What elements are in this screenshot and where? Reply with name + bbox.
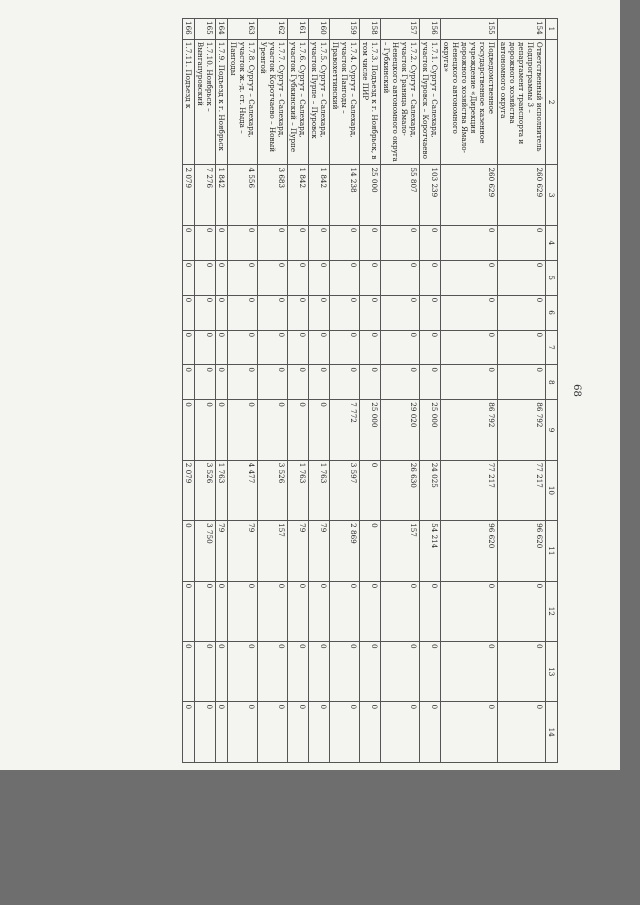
budget-table: [182, 18, 558, 763]
value-cell: 0: [330, 330, 360, 365]
value-cell: 0: [498, 642, 546, 702]
value-cell: 25 000: [360, 400, 381, 460]
value-cell: 0: [441, 581, 498, 641]
value-cell: 0: [441, 330, 498, 365]
value-cell: 0: [441, 225, 498, 260]
value-cell: 0: [183, 260, 195, 295]
value-cell: 0: [441, 260, 498, 295]
value-cell: 0: [309, 365, 330, 400]
column-header: 4: [546, 225, 558, 260]
row-number-cell: 164: [216, 19, 228, 40]
value-cell: 0: [195, 225, 216, 260]
rotated-content: [70, 18, 582, 763]
value-cell: 0: [498, 365, 546, 400]
value-cell: 0: [216, 330, 228, 365]
value-cell: 0: [258, 365, 288, 400]
value-cell: 3 526: [258, 460, 288, 520]
value-cell: 29 020: [381, 400, 420, 460]
value-cell: 260 629: [498, 165, 546, 225]
row-label-cell: 1.7.2. Сургут – Салехард, участок Граница Ямало-Ненецкого автономного округа – Губкинский: [381, 39, 420, 165]
value-cell: 3 750: [195, 521, 216, 581]
value-cell: 0: [216, 365, 228, 400]
value-cell: 0: [228, 260, 258, 295]
value-cell: 14 238: [330, 165, 360, 225]
table-row: [228, 19, 258, 763]
value-cell: 0: [330, 642, 360, 702]
value-cell: 0: [195, 365, 216, 400]
value-cell: 79: [216, 521, 228, 581]
value-cell: 0: [498, 702, 546, 763]
table-row: [195, 19, 216, 763]
value-cell: 0: [288, 260, 309, 295]
value-cell: 0: [360, 460, 381, 520]
row-number-cell: 166: [183, 19, 195, 40]
value-cell: 0: [288, 400, 309, 460]
value-cell: 0: [309, 702, 330, 763]
value-cell: 0: [360, 702, 381, 763]
value-cell: 0: [216, 702, 228, 763]
value-cell: 0: [258, 642, 288, 702]
column-header: 10: [546, 460, 558, 520]
value-cell: 25 000: [360, 165, 381, 225]
value-cell: 24 025: [420, 460, 441, 520]
value-cell: 0: [228, 295, 258, 330]
column-header: 12: [546, 581, 558, 641]
table-row: [288, 19, 309, 763]
row-number-cell: 159: [330, 19, 360, 40]
value-cell: 0: [258, 295, 288, 330]
value-cell: 0: [258, 330, 288, 365]
row-label-cell: 1.7.5. Сургут – Салехард, участок Пурпе – Пуровск: [309, 39, 330, 165]
column-header: 3: [546, 165, 558, 225]
value-cell: 0: [183, 295, 195, 330]
table-row: [360, 19, 381, 763]
value-cell: 0: [441, 295, 498, 330]
value-cell: 0: [381, 225, 420, 260]
row-number-cell: 161: [288, 19, 309, 40]
table-row: [441, 19, 498, 763]
value-cell: 0: [216, 225, 228, 260]
value-cell: 0: [183, 521, 195, 581]
table-row: [330, 19, 360, 763]
value-cell: 0: [441, 365, 498, 400]
value-cell: 260 629: [441, 165, 498, 225]
column-header: 8: [546, 365, 558, 400]
row-number-cell: 155: [441, 19, 498, 40]
value-cell: 0: [360, 642, 381, 702]
row-label-cell: Ответственный исполнитель Подпрограммы 3 – департамент транспорта и дорожного хозяйства автономного округа: [498, 39, 546, 165]
value-cell: 0: [330, 365, 360, 400]
value-cell: 0: [216, 400, 228, 460]
value-cell: 0: [420, 330, 441, 365]
table-row: [498, 19, 546, 763]
value-cell: 0: [360, 225, 381, 260]
value-cell: 0: [183, 581, 195, 641]
table-row: [183, 19, 195, 763]
value-cell: 0: [420, 260, 441, 295]
value-cell: 4 556: [228, 165, 258, 225]
value-cell: 103 239: [420, 165, 441, 225]
column-header: 6: [546, 295, 558, 330]
value-cell: 0: [381, 260, 420, 295]
value-cell: 1 842: [288, 165, 309, 225]
value-cell: 0: [498, 225, 546, 260]
row-number-cell: 158: [360, 19, 381, 40]
table-row: [309, 19, 330, 763]
table-row: [216, 19, 228, 763]
value-cell: 0: [330, 295, 360, 330]
value-cell: 0: [228, 642, 258, 702]
value-cell: 0: [309, 260, 330, 295]
value-cell: 0: [498, 260, 546, 295]
value-cell: 0: [288, 642, 309, 702]
value-cell: 0: [420, 702, 441, 763]
table-header-row: [546, 19, 558, 763]
row-number-cell: 154: [498, 19, 546, 40]
row-number-cell: 160: [309, 19, 330, 40]
column-header: 13: [546, 642, 558, 702]
value-cell: 2 079: [183, 165, 195, 225]
table-row: [258, 19, 288, 763]
value-cell: 0: [183, 225, 195, 260]
value-cell: 7 772: [330, 400, 360, 460]
row-number-cell: 156: [420, 19, 441, 40]
value-cell: 0: [183, 330, 195, 365]
row-label-cell: 1.7.9. Подъезд к г. Ноябрьск: [216, 39, 228, 165]
value-cell: 79: [228, 521, 258, 581]
value-cell: 0: [216, 581, 228, 641]
value-cell: 0: [330, 702, 360, 763]
value-cell: 2 869: [330, 521, 360, 581]
value-cell: 0: [420, 642, 441, 702]
value-cell: 0: [258, 225, 288, 260]
column-header: 5: [546, 260, 558, 295]
value-cell: 0: [195, 260, 216, 295]
value-cell: 3 526: [195, 460, 216, 520]
row-label-cell: 1.7.7. Сургут – Салехард, участок Коротчаево – Новый Уренгой: [258, 39, 288, 165]
row-number-cell: 157: [381, 19, 420, 40]
row-number-cell: 163: [228, 19, 258, 40]
row-label-cell: Подведомственное государственное казенное учреждение «Дирекция дорожного хозяйства Ямало-Ненецкого автономного округа»: [441, 39, 498, 165]
value-cell: 1 763: [309, 460, 330, 520]
value-cell: 26 630: [381, 460, 420, 520]
row-number-cell: 162: [258, 19, 288, 40]
value-cell: 0: [195, 702, 216, 763]
value-cell: 0: [288, 225, 309, 260]
value-cell: 0: [183, 365, 195, 400]
value-cell: 0: [360, 365, 381, 400]
value-cell: 0: [195, 400, 216, 460]
value-cell: 0: [360, 330, 381, 365]
value-cell: 0: [420, 581, 441, 641]
value-cell: 0: [258, 260, 288, 295]
value-cell: 3 683: [258, 165, 288, 225]
value-cell: 0: [195, 642, 216, 702]
value-cell: 157: [381, 521, 420, 581]
value-cell: 86 792: [498, 400, 546, 460]
value-cell: 0: [216, 260, 228, 295]
value-cell: 0: [381, 330, 420, 365]
value-cell: 0: [195, 295, 216, 330]
value-cell: 0: [216, 295, 228, 330]
value-cell: 0: [228, 702, 258, 763]
column-header: 7: [546, 330, 558, 365]
row-label-cell: 1.7.4. Сургут – Салехард, участок Пангоды – Правохеттинский: [330, 39, 360, 165]
column-header: 1: [546, 19, 558, 40]
value-cell: 0: [498, 581, 546, 641]
value-cell: 0: [381, 702, 420, 763]
value-cell: 0: [288, 581, 309, 641]
value-cell: 0: [183, 702, 195, 763]
value-cell: 0: [360, 521, 381, 581]
value-cell: 0: [360, 295, 381, 330]
value-cell: 0: [288, 330, 309, 365]
row-number-cell: 165: [195, 19, 216, 40]
value-cell: 0: [288, 365, 309, 400]
value-cell: 0: [381, 581, 420, 641]
row-label-cell: 1.7.1. Сургут – Салехард, участок Пуровск – Коротчаево: [420, 39, 441, 165]
row-label-cell: 1.7.11. Подъезд к: [183, 39, 195, 165]
value-cell: 2 079: [183, 460, 195, 520]
value-cell: 0: [381, 365, 420, 400]
value-cell: 96 620: [441, 521, 498, 581]
value-cell: 0: [441, 702, 498, 763]
value-cell: 0: [498, 330, 546, 365]
value-cell: 0: [228, 365, 258, 400]
table-row: [381, 19, 420, 763]
value-cell: 0: [381, 642, 420, 702]
value-cell: 0: [420, 365, 441, 400]
value-cell: 55 807: [381, 165, 420, 225]
row-label-cell: 1.7.8. Сургут – Салехард, участок ж.-д. ст. Ныда – Пангоды: [228, 39, 258, 165]
value-cell: 0: [258, 702, 288, 763]
value-cell: 0: [309, 295, 330, 330]
value-cell: 1 763: [288, 460, 309, 520]
column-header: 11: [546, 521, 558, 581]
value-cell: 0: [309, 330, 330, 365]
value-cell: 0: [330, 225, 360, 260]
value-cell: 4 477: [228, 460, 258, 520]
value-cell: 1 842: [309, 165, 330, 225]
value-cell: 0: [330, 581, 360, 641]
value-cell: 3 597: [330, 460, 360, 520]
value-cell: 25 000: [420, 400, 441, 460]
value-cell: 54 214: [420, 521, 441, 581]
value-cell: 0: [441, 642, 498, 702]
value-cell: 0: [258, 400, 288, 460]
value-cell: 1 842: [216, 165, 228, 225]
page-number: 68: [571, 384, 582, 397]
value-cell: 157: [258, 521, 288, 581]
value-cell: 0: [216, 642, 228, 702]
value-cell: 0: [195, 581, 216, 641]
value-cell: 0: [498, 295, 546, 330]
value-cell: 0: [360, 581, 381, 641]
value-cell: 0: [195, 330, 216, 365]
row-label-cell: 1.7.10. Ноябрьск – Вынгапуровский: [195, 39, 216, 165]
value-cell: 0: [258, 581, 288, 641]
row-label-cell: 1.7.6. Сургут – Салехард, участок Губкинский – Пурпе: [288, 39, 309, 165]
value-cell: 79: [309, 521, 330, 581]
value-cell: 7 276: [195, 165, 216, 225]
table-row: [420, 19, 441, 763]
value-cell: 0: [420, 225, 441, 260]
value-cell: 1 763: [216, 460, 228, 520]
value-cell: 0: [288, 295, 309, 330]
column-header: 14: [546, 702, 558, 763]
value-cell: 77 217: [441, 460, 498, 520]
value-cell: 0: [228, 400, 258, 460]
column-header: 9: [546, 400, 558, 460]
value-cell: 0: [288, 702, 309, 763]
value-cell: 77 217: [498, 460, 546, 520]
value-cell: 0: [330, 260, 360, 295]
value-cell: 0: [381, 295, 420, 330]
value-cell: 0: [228, 581, 258, 641]
value-cell: 0: [420, 295, 441, 330]
value-cell: 0: [228, 225, 258, 260]
value-cell: 0: [309, 225, 330, 260]
value-cell: 0: [309, 642, 330, 702]
value-cell: 79: [288, 521, 309, 581]
value-cell: 86 792: [441, 400, 498, 460]
value-cell: 0: [360, 260, 381, 295]
value-cell: 0: [183, 400, 195, 460]
column-header: 2: [546, 39, 558, 165]
value-cell: 0: [228, 330, 258, 365]
value-cell: 0: [309, 581, 330, 641]
row-label-cell: 1.7.3. Подъезд к г. Ноябрьск, в том числе ПИР: [360, 39, 381, 165]
value-cell: 0: [309, 400, 330, 460]
value-cell: 0: [183, 642, 195, 702]
value-cell: 96 620: [498, 521, 546, 581]
